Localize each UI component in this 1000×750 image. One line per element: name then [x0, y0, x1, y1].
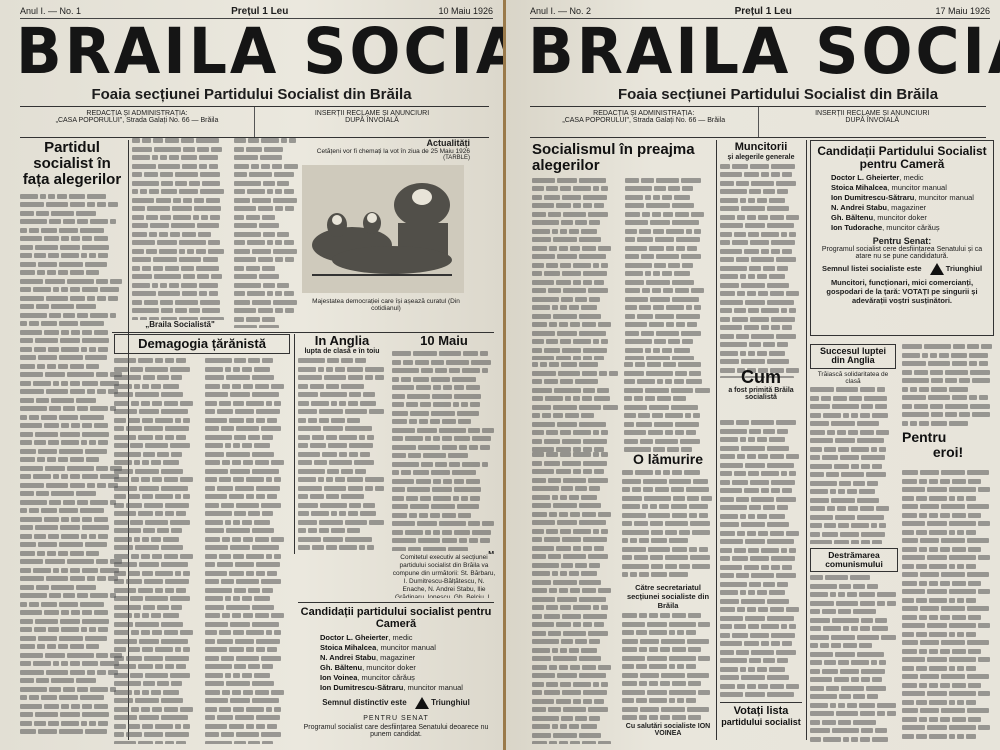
muncitorii-subtitle: și alegerile generale	[727, 153, 795, 161]
pentru-eroi-article	[902, 470, 994, 740]
article-column-2	[132, 138, 228, 320]
pentru-eroi-body	[902, 470, 994, 740]
issue-date: 10 Maiu 1926	[438, 6, 493, 16]
lead-article-continued	[532, 362, 620, 452]
candidates-box	[810, 140, 994, 336]
distinctive-sign-label: Semnul listei socialiste este	[821, 264, 922, 274]
may-title: 10 Maiu	[420, 334, 468, 348]
candidate-4: Gh. Băltenu, muncitor doker	[320, 663, 416, 673]
news-photo-block	[302, 138, 470, 330]
senate-heading: Pentru Senat:	[872, 236, 932, 247]
lead-article-title: Socialismul în preajma alegerilor	[532, 141, 695, 174]
editorial-address-text: „CASA POPORULUI", Strada Galați No. 66 — Brăila	[55, 117, 219, 124]
pentru-eroi-heading	[902, 430, 994, 470]
triangle-icon	[415, 697, 429, 709]
lead-article-end	[532, 452, 618, 744]
succesul-subtitle: Trăiască solidaritatea de clasă	[817, 370, 889, 385]
lead-article-body	[20, 193, 124, 736]
anglia-title: In Anglia	[314, 334, 370, 348]
voter-appeal: Muncitori, funcționari, mici comercianți, gospodari de la țară: VOTAȚI pe singurii și adevărații voștri susținători.	[826, 278, 978, 306]
distinctive-sign-name: Triunghiul	[431, 698, 470, 708]
distinctive-sign	[815, 263, 989, 275]
candidate-2: Stoica Mihalcea, muncitor manual	[831, 183, 947, 193]
candidate-1: Doctor L. Gheierter, medic	[831, 173, 924, 183]
destramarea-title: Destrămarea comunismului	[810, 548, 898, 572]
senate-text: Programul socialist cere desființarea Senatului și ca atare nu se pune candidatură.	[821, 246, 983, 261]
distinctive-sign	[298, 697, 494, 709]
photo-caption-bottom: Majestatea democrației care își așează curatul (Din cotidianul)	[312, 298, 460, 312]
pentru-eroi-subtitle: eroi!	[932, 443, 964, 460]
ads-terms: DUPĂ ÎNVOIALĂ	[345, 117, 399, 124]
masthead-subtitle: Foaia secțiunei Partidului Socialist din Brăila	[617, 86, 939, 103]
may-article	[392, 334, 496, 554]
cum-article	[720, 420, 802, 700]
lead-article-body	[532, 178, 712, 361]
cum-body	[720, 420, 802, 700]
newspaper-page-2	[506, 0, 1000, 750]
article-column-3-body	[234, 138, 300, 328]
lead-article-title: Partidul socialist în fața alegerilor	[22, 139, 122, 188]
demagogia-article	[114, 334, 290, 744]
destramarea-article	[810, 548, 898, 742]
ads-label: INSERȚII RECLAME ȘI ANUNCIURI	[314, 110, 430, 117]
triangle-icon	[930, 263, 944, 275]
issue-number: Anul I. — No. 2	[530, 6, 592, 16]
muncitorii-title: Muncitorii	[734, 142, 788, 153]
article-column-2-signature: „Braila Socialistă"	[145, 320, 215, 329]
candidates-list	[815, 173, 989, 233]
candidate-5: Gh. Băltenu, muncitor doker	[831, 213, 927, 223]
senate-heading: PENTRU SENAT	[363, 715, 429, 723]
cum-subtitle: a fost primită Brăila socialistă	[728, 386, 794, 401]
destramarea-body	[810, 575, 898, 742]
editorial-info-bar	[20, 106, 489, 138]
crowd-illustration	[302, 165, 464, 293]
cum-article-heading	[720, 368, 802, 418]
masthead-subtitle: Foaia secțiunei Partidului Socialist din Brăila	[91, 86, 412, 103]
candidate-6: Ion Dumitrescu-Sătraru, muncitor manual	[320, 683, 463, 693]
candidates-list	[298, 633, 494, 693]
editorial-label: REDACȚIA ȘI ADMINISTRAȚIA:	[593, 110, 695, 117]
lead-article	[532, 140, 712, 360]
candidate-3: N. Andrei Stabu, magaziner	[320, 653, 416, 663]
distinctive-sign-name: Triunghiul	[945, 264, 983, 274]
letter-signature: Cu salutări socialiste ION VOINEA	[625, 722, 711, 737]
ads-info	[254, 107, 489, 137]
article-column-3	[234, 138, 300, 328]
vote-title: Votați lista	[733, 705, 789, 717]
editorial-address	[20, 107, 254, 137]
anglia-subtitle: lupta de clasă e în toiu	[304, 347, 380, 355]
succesul-continued	[902, 344, 994, 426]
editorial-label: REDACȚIA ȘI ADMINISTRAȚIA:	[86, 110, 188, 117]
may-body	[392, 351, 496, 551]
senate-text: Programul socialist care desființarea Senatului deoarece nu punem candidat.	[303, 724, 489, 739]
secretariat-body	[622, 613, 714, 723]
candidate-4: N. Andrei Stabu, magaziner	[831, 203, 927, 213]
price: Prețul 1 Leu	[231, 6, 289, 17]
price: Prețul 1 Leu	[734, 6, 792, 17]
secretariat-heading: Către secretariatul secțiunei socialiste din Brăila	[626, 582, 710, 610]
article-column-2-body	[132, 138, 228, 320]
candidate-5: Ion Voinea, muncitor cărăuș	[320, 673, 415, 683]
candidate-3: Ion Dumitrescu-Sătraru, muncitor manual	[831, 193, 974, 203]
masthead: BRAILA SOCI	[16, 15, 476, 89]
anglia-body	[298, 358, 386, 554]
cum-title: Cum	[741, 368, 781, 387]
photo-caption-top: Cetățeni vor fi chemați la vot în ziua de 25 Maiu 1926	[316, 148, 470, 155]
issue-date: 17 Maiu 1926	[935, 6, 990, 16]
issue-number: Anul I. — No. 1	[20, 6, 82, 16]
muncitorii-body	[720, 164, 802, 378]
ads-info	[758, 107, 987, 137]
congress-notice: Comitetul executiv al secțiunei partidului socialist din Brăila va compune din următorii: St. Bărbaru, I. Dumitrescu-Bălțătescu, N. Enache, N. Andrei Stabu, Ilie Grădinaru, Ionescu, Gh. Belciu, L.	[392, 554, 496, 598]
lead-article	[20, 136, 124, 736]
anglia-article	[298, 334, 386, 554]
lamurire-body	[622, 470, 714, 580]
lead-article-continued-body	[532, 362, 620, 452]
editorial-address	[530, 107, 758, 137]
muncitorii-article	[720, 142, 802, 378]
candidates-title: Candidații Partidului Socialist pentru Cameră	[817, 144, 987, 171]
editorial-address-text: „CASA POPORULUI", Strada Galați No. 66 — Brăila	[562, 117, 726, 124]
lead-article-continued-2	[624, 362, 712, 452]
ads-label: INSERȚII RECLAME ȘI ANUNCIURI	[815, 110, 930, 117]
vote-subtitle: partidului socialist	[721, 716, 801, 727]
photo-credit: (TARBLE)	[443, 155, 470, 161]
vote-banner	[720, 702, 802, 743]
succesul-article	[810, 344, 896, 544]
demagogia-title: Demagogia țărănistă	[114, 334, 290, 354]
candidate-6: Ion Tudorache, muncitor cărăuș	[831, 223, 940, 233]
candidate-2: Stoica Mihalcea, muncitor manual	[320, 643, 436, 653]
pentru-eroi-title: Pentru	[902, 430, 947, 445]
demagogia-body	[114, 358, 290, 744]
lead-article-continued-2-body	[624, 362, 712, 452]
lamurire-title: O lămurire	[632, 452, 704, 467]
candidates-box	[298, 602, 494, 747]
ads-terms: DUPĂ ÎNVOIALĂ	[845, 117, 900, 124]
candidates-title: Candidații partidului socialist pentru Cameră	[300, 606, 492, 630]
succesul-continued-body	[902, 344, 994, 426]
photo-title: Actualități	[426, 138, 470, 148]
distinctive-sign-label: Semnul distinctiv este	[322, 698, 407, 708]
masthead: BRAILA SOCI	[528, 15, 988, 89]
succesul-body	[810, 387, 896, 544]
candidate-1: Doctor L. Gheierter, medic	[320, 633, 413, 643]
editorial-info-bar	[530, 106, 986, 138]
lead-article-end-body	[532, 452, 618, 744]
lamurire-article	[622, 452, 714, 744]
succesul-title: Succesul luptei din Anglia	[810, 344, 896, 369]
